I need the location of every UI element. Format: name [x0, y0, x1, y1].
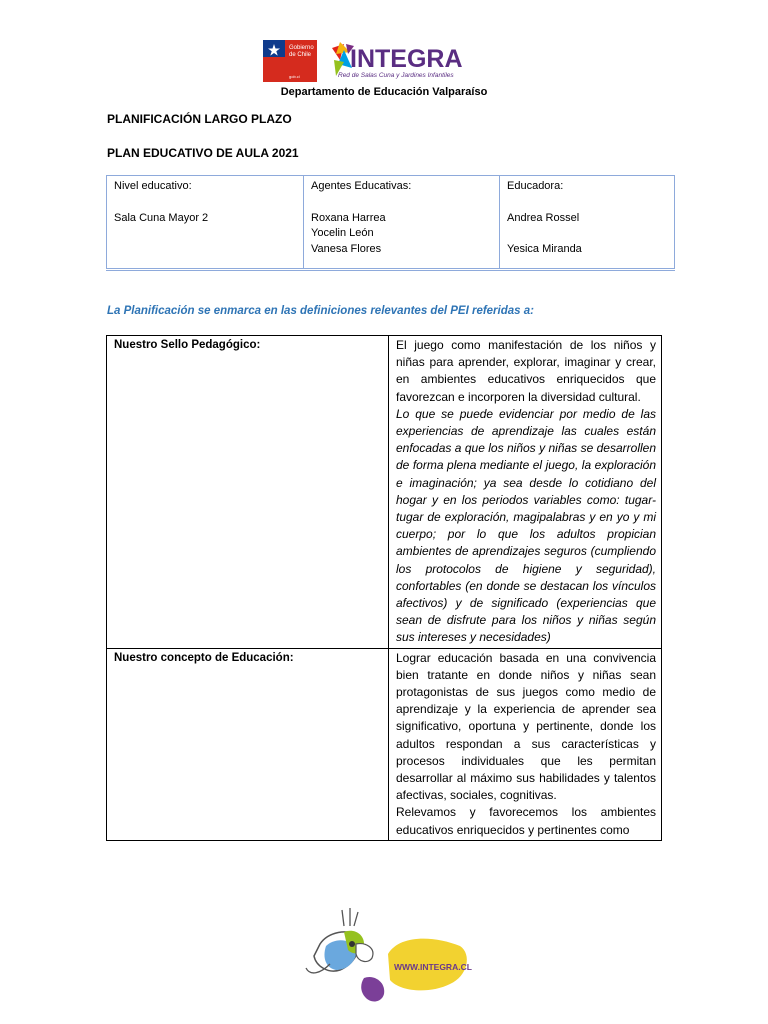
agents-label: Agentes Educativas: — [311, 180, 412, 192]
sello-text-italic: Lo que se puede evidenciar por medio de las experiencias de aprendizaje las cuales están enfocadas a que los niños y niñas se desarrollen de forma plena mediante el juego, la exploración e imaginación; ya sea desde lo cotidiano del hogar y en los periodos variables como: tugar- tugar de exploración, magipalabras y en yo y mi cuerpo; por lo que los adultos propician ambientes de aprendizajes seguros (cumpliendo los protocolos de higiene y seguridad), confortables (en donde se destacan los vínculos afectivos) y de significado (experiencias que sean de disfrute para los niños y niñas según sus intereses y necesidades) — [396, 406, 656, 645]
agent-name: Yocelin León — [311, 227, 374, 239]
pei-intro: La Planificación se enmarca en las definiciones relevantes del PEI referidas a: — [107, 305, 534, 317]
educator-cell — [500, 176, 675, 270]
gov-logo-line-1: Gobierno — [289, 45, 314, 51]
gov-logo-line-2: de Chile — [289, 52, 312, 58]
level-value: Sala Cuna Mayor 2 — [114, 211, 209, 224]
educacion-label: Nuestro concepto de Educación: — [107, 648, 389, 840]
educacion-text: Lograr educación basada en una convivencia bien tratante en donde niños y niñas sean protagonistas de sus juegos como medio de aprendizaje y la experiencia de aprender sea significativo, oportuna y pertinente, donde los adultos respondan a sus características y procesos individuales que les permitan desarrollar al máximo sus habilidades y talentos afectivas, sociales, cognitivas. — [396, 650, 656, 803]
level-label: Nivel educativo: — [114, 180, 192, 192]
sello-label: Nuestro Sello Pedagógico: — [107, 336, 389, 649]
integra-logo — [330, 40, 505, 82]
educacion-content — [389, 648, 662, 840]
gobierno-de-chile-logo — [263, 40, 317, 82]
integra-name: INTEGRA — [350, 45, 463, 73]
sello-text: El juego como manifestación de los niños y niñas para aprender, explorar, imaginar y crear, en ambientes educativos enriquecidos que favorezcan e incorporen la diversidad cultural. — [396, 338, 656, 404]
educator-name: Andrea Rossel — [507, 211, 580, 224]
agent-name: Vanesa Flores — [311, 242, 382, 255]
agents-cell — [304, 176, 500, 270]
table-row — [107, 648, 662, 840]
department-heading: Departamento de Educación Valparaíso — [280, 86, 488, 98]
sello-content — [389, 336, 662, 649]
educacion-text-2: Relevamos y favorecemos los ambientes educativos enriquecidos y pertinentes como — [396, 805, 656, 837]
integra-mascot-logo — [300, 904, 472, 1006]
gov-logo-small: gob.cl — [289, 74, 300, 79]
footer-url: WWW.INTEGRA.CL — [394, 962, 472, 972]
plan-title: PLAN EDUCATIVO DE AULA 2021 — [107, 146, 299, 160]
info-table — [106, 175, 675, 271]
educator-label: Educadora: — [507, 180, 564, 192]
table-row — [107, 336, 662, 649]
pei-table — [106, 335, 662, 841]
level-cell — [107, 176, 304, 270]
educator-name: Yesica Miranda — [507, 243, 582, 255]
integra-tagline: Red de Salas Cuna y Jardines Infantiles — [338, 72, 454, 79]
planning-title: PLANIFICACIÓN LARGO PLAZO — [107, 112, 292, 126]
agent-name: Roxana Harrea — [311, 211, 386, 224]
